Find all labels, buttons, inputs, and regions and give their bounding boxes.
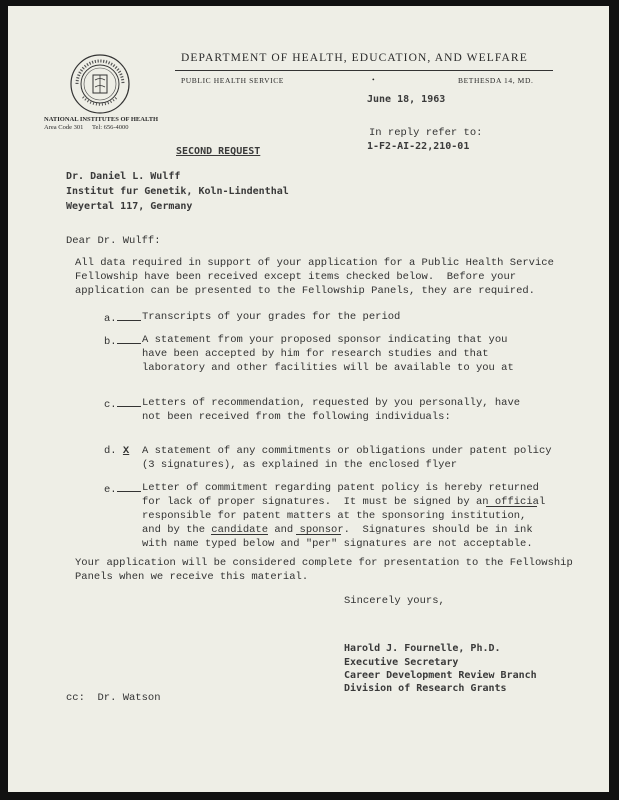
item-e-text: and by the candidate and sponsor. Signatures should be in ink xyxy=(142,524,533,536)
hhs-seal-icon xyxy=(69,53,131,115)
recipient-line: Dr. Daniel L. Wulff xyxy=(66,171,181,182)
reference-number: 1-F2-AI-22,210-01 xyxy=(367,141,470,152)
service-name: PUBLIC HEALTH SERVICE xyxy=(181,76,284,85)
item-checkbox-a xyxy=(117,311,141,321)
intro-line: application can be presented to the Fellowship Panels, they are required. xyxy=(75,285,535,297)
carbon-copy: cc: Dr. Watson xyxy=(66,692,161,704)
item-b-text: A statement from your proposed sponsor indicating that you xyxy=(142,334,508,346)
item-letter: a. xyxy=(104,311,141,325)
item-b-text: have been accepted by him for research studies and that xyxy=(142,348,489,360)
area-code: Area Code 301 xyxy=(44,124,84,131)
closing-paragraph-line: Panels when we receive this material. xyxy=(75,571,309,583)
item-letter: c. xyxy=(104,397,141,411)
item-letter: e. xyxy=(104,482,141,496)
closing-paragraph-line: Your application will be considered complete for presentation to the Fellowship xyxy=(75,557,573,569)
header-divider xyxy=(175,70,553,71)
underline-sponsor xyxy=(296,534,341,535)
item-checkbox-e xyxy=(117,482,141,492)
intro-line: Fellowship have been received except items checked below. Before your xyxy=(75,271,517,283)
header-bullet: • xyxy=(372,75,376,84)
item-check-mark-d: X xyxy=(122,445,130,457)
signer-name: Harold J. Fournelle, Ph.D. xyxy=(344,643,501,654)
letter-date: June 18, 1963 xyxy=(367,94,446,105)
signer-title: Executive Secretary xyxy=(344,657,459,668)
reply-label: In reply refer to: xyxy=(369,127,483,139)
telephone: Tel: 656-4000 xyxy=(92,124,129,131)
signer-division: Division of Research Grants xyxy=(344,683,507,694)
item-a-text: Transcripts of your grades for the period xyxy=(142,311,401,323)
item-e-text: for lack of proper signatures. It must be signed by an official xyxy=(142,496,546,508)
complimentary-close: Sincerely yours, xyxy=(344,595,445,607)
intro-line: All data required in support of your application for a Public Health Service xyxy=(75,257,554,269)
recipient-line: Institut fur Genetik, Koln-Lindenthal xyxy=(66,186,289,197)
signer-branch: Career Development Review Branch xyxy=(344,670,537,681)
department-title: DEPARTMENT OF HEALTH, EDUCATION, AND WELFARE xyxy=(181,52,528,64)
institute-name: NATIONAL INSTITUTES OF HEALTH xyxy=(44,116,159,123)
item-d-text: (3 signatures), as explained in the enclosed flyer xyxy=(142,459,458,471)
item-e-text: responsible for patent matters at the sponsoring institution, xyxy=(142,510,527,522)
item-e-text: Letter of commitment regarding patent policy is hereby returned xyxy=(142,482,539,494)
item-checkbox-c xyxy=(117,397,141,407)
item-d-text: A statement of any commitments or obligations under patent policy xyxy=(142,445,552,457)
underline-official xyxy=(486,506,537,507)
item-letter: d. X xyxy=(104,445,130,457)
item-letter: b. xyxy=(104,334,141,348)
header-city: BETHESDA 14, MD. xyxy=(458,76,534,85)
item-checkbox-b xyxy=(117,334,141,344)
item-e-text: with name typed below and "per" signatures are not acceptable. xyxy=(142,538,533,550)
item-b-text: laboratory and other facilities will be available to you at xyxy=(142,362,514,374)
recipient-line: Weyertal 117, Germany xyxy=(66,201,193,212)
item-c-text: Letters of recommendation, requested by you personally, have xyxy=(142,397,521,409)
underline-candidate xyxy=(211,534,268,535)
item-c-text: not been received from the following individuals: xyxy=(142,411,451,423)
second-request: SECOND REQUEST xyxy=(176,146,261,157)
salutation: Dear Dr. Wulff: xyxy=(66,235,161,247)
